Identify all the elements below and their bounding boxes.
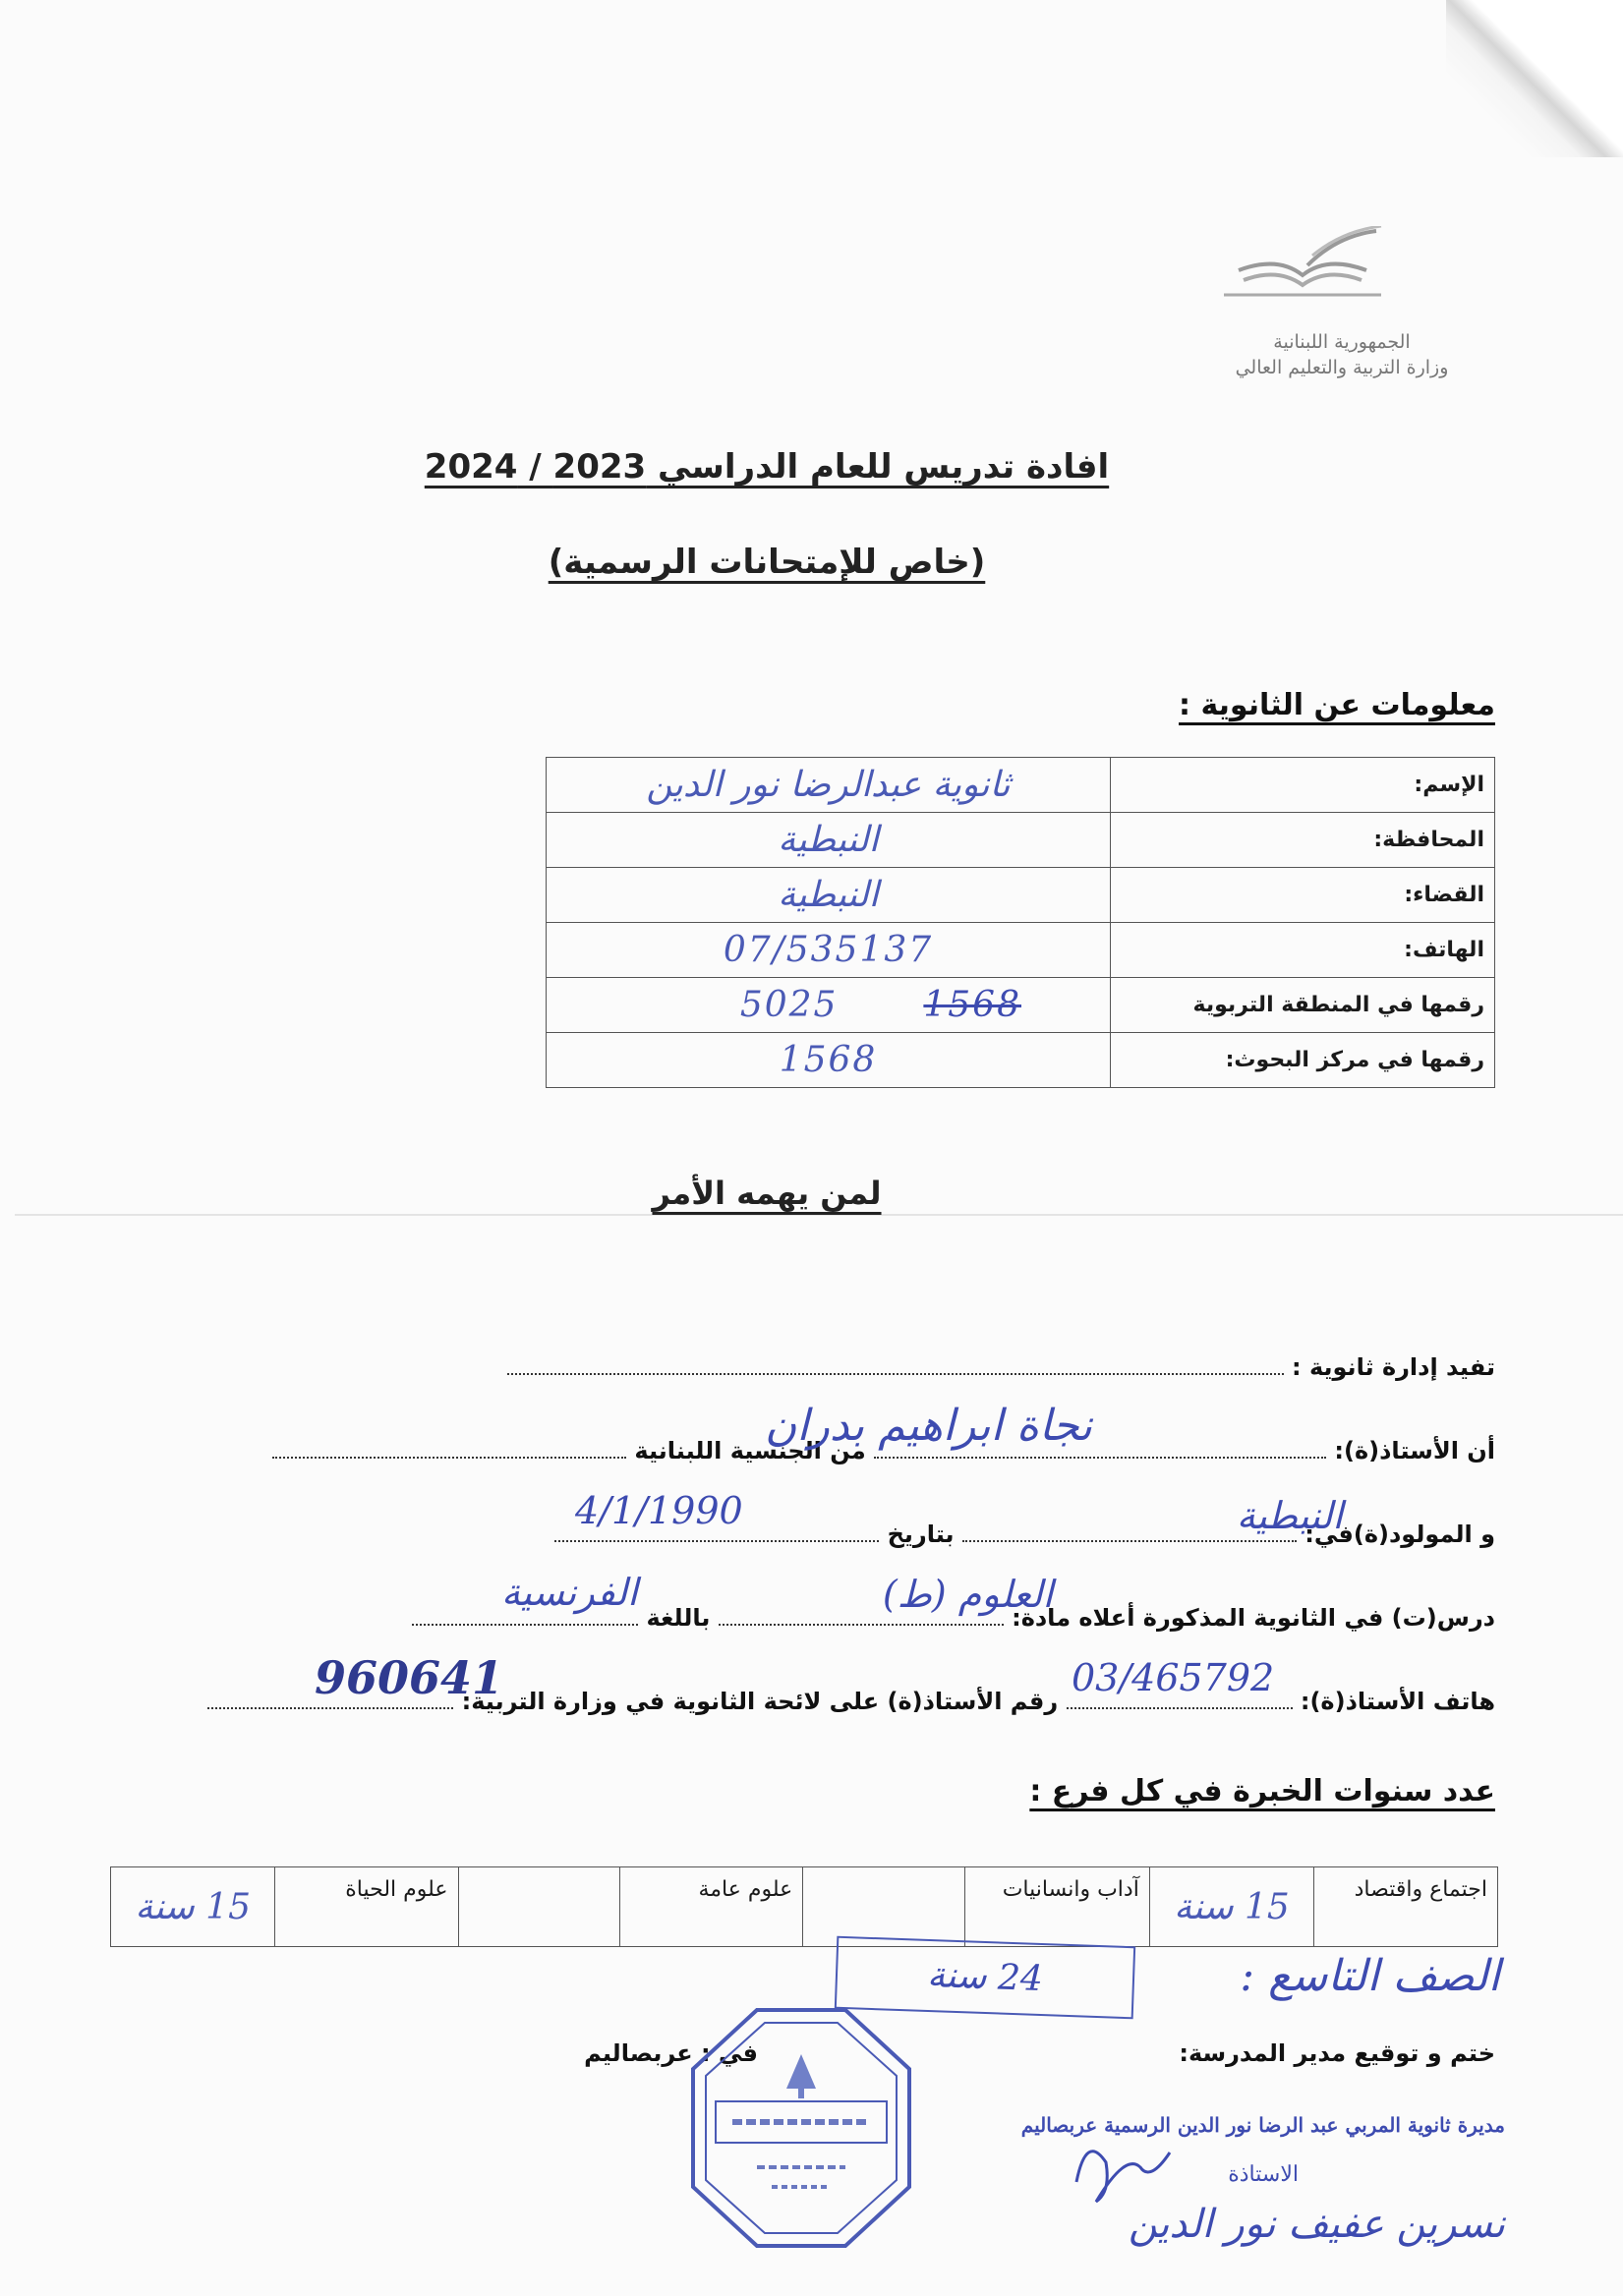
school-name-label: الإسم: bbox=[1111, 758, 1495, 813]
exp-branch-3-label: علوم عامة bbox=[620, 1867, 803, 1947]
birthdate-value: 4/1/1990 bbox=[575, 1489, 743, 1532]
grade9-label: الصف التاسع : bbox=[1240, 1951, 1500, 2001]
exp-branch-1-label: اجتماع واقتصاد bbox=[1314, 1867, 1498, 1947]
ministry-header bbox=[1180, 329, 1504, 380]
title-sub: (خاص للإمتحانات الرسمية) bbox=[548, 543, 986, 582]
teacher-name-value: نجاة ابراهيم بدران bbox=[765, 1401, 1092, 1451]
exp-branch-4-label: علوم الحياة bbox=[275, 1867, 458, 1947]
language-value: الفرنسية bbox=[501, 1571, 638, 1614]
phone-value: 07/535137 bbox=[547, 923, 1111, 978]
experience-table bbox=[110, 1866, 1498, 1947]
research-number-value: 1568 bbox=[547, 1033, 1111, 1088]
dotted-fill bbox=[272, 1435, 626, 1459]
region-number-cell bbox=[547, 978, 1111, 1033]
director-name: نسرين عفيف نور الدين bbox=[1128, 2202, 1505, 2247]
director-title: مديرة ثانوية المربي عبد الرضا نور الدين الرسمية عربصاليم bbox=[1020, 2113, 1505, 2137]
nationality-text: من الجنسية اللبنانية bbox=[634, 1437, 866, 1464]
table-row bbox=[547, 923, 1495, 978]
region-number-struck: 1568 bbox=[923, 985, 1021, 1025]
director-role: الاستاذة bbox=[1228, 2162, 1299, 2187]
birthplace-value: النبطية bbox=[1236, 1494, 1343, 1537]
teacher-label: أن الأستاذ(ة): bbox=[1334, 1437, 1495, 1464]
exp-branch-4-value: 15 سنة bbox=[111, 1867, 275, 1947]
experience-heading: عدد سنوات الخبرة في كل فرع : bbox=[1029, 1774, 1495, 1808]
district-value: النبطية bbox=[547, 868, 1111, 923]
school-name-value: ثانوية عبدالرضا نور الدين bbox=[547, 758, 1111, 813]
table-row bbox=[547, 758, 1495, 813]
to-whom-heading bbox=[393, 1175, 1140, 1212]
exp-branch-2-label: آداب وانسانيات bbox=[965, 1867, 1150, 1947]
place-value: عربصاليم bbox=[584, 2039, 693, 2067]
official-stamp-icon bbox=[688, 2005, 914, 2251]
teacher-number-value: 960641 bbox=[315, 1651, 504, 1704]
signature-icon bbox=[1067, 2123, 1175, 2211]
birthplace-label: و المولود(ة)في: bbox=[1304, 1521, 1495, 1548]
birthdate-label: بتاريخ bbox=[887, 1521, 955, 1548]
language-label: باللغة bbox=[646, 1604, 711, 1632]
sign-line bbox=[1179, 2039, 1495, 2067]
title-main: افادة تدريس للعام الدراسي 2023 / 2024 bbox=[424, 447, 1110, 487]
teacher-phone-value: 03/465792 bbox=[1072, 1656, 1275, 1699]
research-number-label: رقمها في مركز البحوث: bbox=[1111, 1033, 1495, 1088]
governorate-value: النبطية bbox=[547, 813, 1111, 868]
subject-value: العلوم (ط) bbox=[882, 1573, 1053, 1616]
to-whom-text: لمن يهمه الأمر bbox=[652, 1175, 882, 1212]
document-title bbox=[393, 447, 1140, 487]
school-info-table bbox=[546, 757, 1495, 1088]
teacher-number-label: رقم الأستاذ(ة) على لائحة الثانوية في وزارة التربية: bbox=[461, 1688, 1059, 1715]
school-info-heading: معلومات عن الثانوية : bbox=[1179, 688, 1495, 722]
exp-branch-2-value bbox=[803, 1867, 965, 1947]
body-line-1 bbox=[507, 1351, 1495, 1381]
fold-line bbox=[15, 1214, 1623, 1216]
sign-label: ختم و توقيع مدير المدرسة: bbox=[1179, 2039, 1495, 2067]
ministry-logo-icon bbox=[1219, 226, 1386, 315]
exp-branch-1-value: 15 سنة bbox=[1149, 1867, 1313, 1947]
region-number-label: رقمها في المنطقة التربوية bbox=[1111, 978, 1495, 1033]
exp-branch-3-value bbox=[458, 1867, 620, 1947]
table-row bbox=[547, 978, 1495, 1033]
document-subtitle bbox=[393, 543, 1140, 582]
table-row bbox=[547, 868, 1495, 923]
school-admin-label: تفيد إدارة ثانوية : bbox=[1291, 1353, 1495, 1381]
region-number-value: 5025 bbox=[739, 985, 839, 1025]
table-row bbox=[111, 1867, 1498, 1947]
folded-corner bbox=[1446, 0, 1623, 157]
district-label: القضاء: bbox=[1111, 868, 1495, 923]
dotted-fill bbox=[507, 1351, 1284, 1375]
phone-label: الهاتف: bbox=[1111, 923, 1495, 978]
grade9-value-box: 24 سنة bbox=[835, 1936, 1135, 2020]
ministry-line1: الجمهورية اللبنانية bbox=[1273, 331, 1411, 353]
table-row bbox=[547, 813, 1495, 868]
governorate-label: المحافظة: bbox=[1111, 813, 1495, 868]
subject-label: درس(ت) في الثانوية المذكورة أعلاه مادة: bbox=[1012, 1604, 1495, 1632]
ministry-line2: وزارة التربية والتعليم العالي bbox=[1235, 357, 1449, 378]
table-row bbox=[547, 1033, 1495, 1088]
place-label: في : bbox=[701, 2039, 758, 2067]
teacher-phone-label: هاتف الأستاذ(ة): bbox=[1300, 1688, 1495, 1715]
